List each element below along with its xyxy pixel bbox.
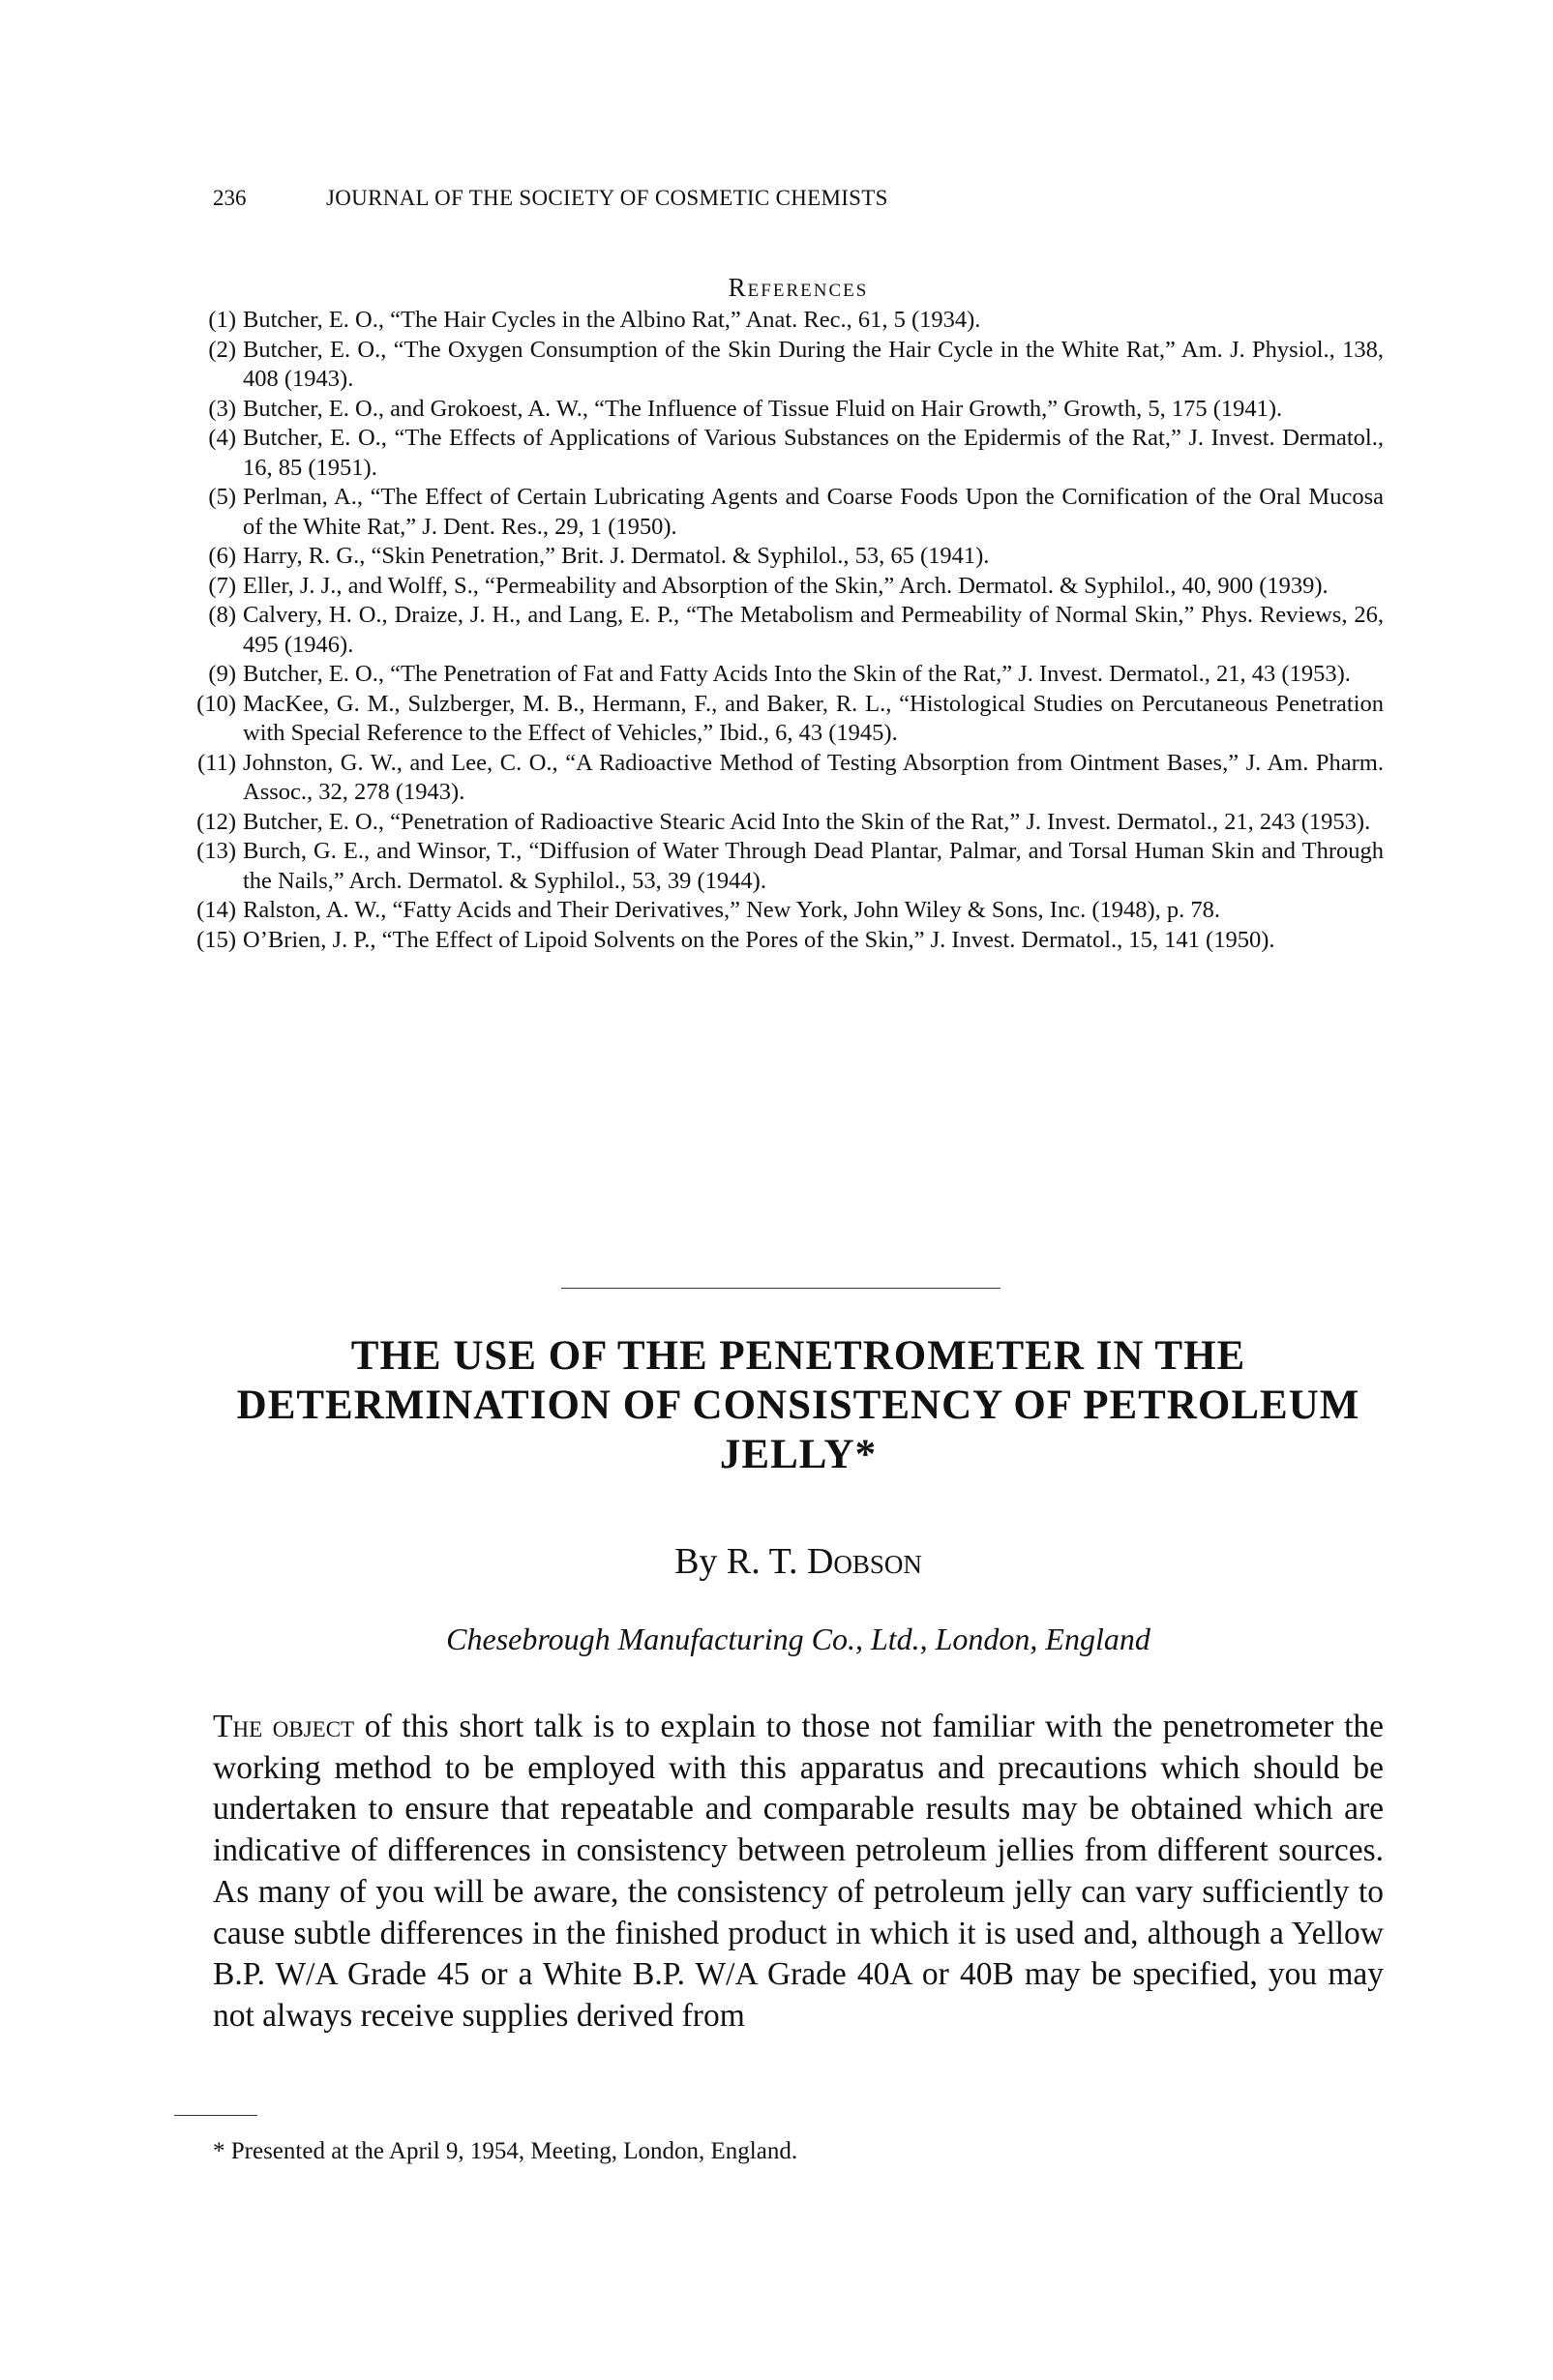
reference-number: (6) bbox=[208, 543, 236, 569]
reference-number: (4) bbox=[208, 425, 236, 451]
reference-number: (12) bbox=[196, 808, 236, 835]
reference-item bbox=[195, 572, 1384, 602]
reference-item bbox=[195, 837, 1384, 896]
reference-number: (1) bbox=[208, 307, 236, 333]
reference-text: Burch, G. E., and Winsor, T., “Diffusion of Water Through Dead Plantar, Palmar, and Torsal Human Skin and Through the Nails,” Arch. Dermatol. & Syphilol., 53, 39 (1944). bbox=[243, 838, 1384, 894]
reference-item bbox=[195, 660, 1384, 690]
references-heading: References bbox=[728, 273, 869, 302]
reference-text: Harry, R. G., “Skin Penetration,” Brit. J. Dermatol. & Syphilol., 53, 65 (1941). bbox=[243, 543, 990, 569]
journal-title: JOURNAL OF THE SOCIETY OF COSMETIC CHEMISTS bbox=[326, 186, 888, 210]
reference-text: Butcher, E. O., “Penetration of Radioactive Stearic Acid Into the Skin of the Rat,” J. Invest. Dermatol., 21, 243 (1953). bbox=[243, 808, 1371, 835]
reference-number: (13) bbox=[196, 838, 236, 864]
reference-item bbox=[195, 336, 1384, 395]
reference-item bbox=[195, 424, 1384, 483]
affiliation: Chesebrough Manufacturing Co., Ltd., London, England bbox=[446, 1621, 1150, 1656]
reference-item bbox=[195, 306, 1384, 336]
reference-number: (8) bbox=[208, 602, 236, 628]
reference-item bbox=[195, 926, 1384, 956]
reference-item bbox=[195, 483, 1384, 542]
reference-item bbox=[195, 749, 1384, 808]
reference-text: Butcher, E. O., “The Effects of Applications of Various Substances on the Epidermis of the Rat,” J. Invest. Dermatol., 16, 85 (1951). bbox=[243, 425, 1384, 481]
article-title: THE USE OF THE PENETROMETER IN THE DETERMINATION OF CONSISTENCY OF PETROLEUM JELLY* bbox=[236, 1333, 1360, 1477]
reference-item bbox=[195, 395, 1384, 425]
author-surname: Dobson bbox=[806, 1541, 922, 1582]
reference-number: (7) bbox=[208, 572, 236, 599]
byline bbox=[213, 1540, 1384, 1583]
reference-text: Butcher, E. O., “The Hair Cycles in the Albino Rat,” Anat. Rec., 61, 5 (1934). bbox=[243, 307, 981, 333]
reference-number: (11) bbox=[197, 749, 236, 776]
reference-text: Butcher, E. O., “The Oxygen Consumption of the Skin During the Hair Cycle in the White Rat,” Am. J. Physiol., 138, 408 (1943). bbox=[243, 336, 1384, 392]
reference-item bbox=[195, 808, 1384, 838]
reference-number: (14) bbox=[196, 897, 236, 923]
body-text: of this short talk is to explain to those not familiar with the penetrometer the working method to be employed with this apparatus and precautions which should be undertaken to ensure that repeatable and comparable results may be obtained which are indicative of differences in consistency between petroleum jellies from different sources. As many of you will be aware, the consistency of petroleum jelly can vary sufficiently to cause subtle differences in the finished product in which it is used and, although a Yellow B.P. W/A Grade 45 or a White B.P. W/A Grade 40A or 40B may be specified, you may not always receive supplies derived from bbox=[213, 1709, 1384, 2034]
section-divider bbox=[561, 1288, 1000, 1289]
footnote-rule bbox=[174, 2115, 257, 2116]
reference-text: Calvery, H. O., Draize, J. H., and Lang, E. P., “The Metabolism and Permeability of Normal Skin,” Phys. Reviews, 26, 495 (1946). bbox=[243, 602, 1384, 658]
body-paragraph bbox=[213, 1707, 1384, 2038]
reference-number: (3) bbox=[208, 395, 236, 422]
reference-text: Perlman, A., “The Effect of Certain Lubricating Agents and Coarse Foods Upon the Cornification of the Oral Mucosa of the White Rat,” J. Dent. Res., 29, 1 (1950). bbox=[243, 484, 1384, 540]
reference-text: Eller, J. J., and Wolff, S., “Permeability and Absorption of the Skin,” Arch. Dermatol. & Syphilol., 40, 900 (1939). bbox=[243, 572, 1329, 599]
reference-item bbox=[195, 896, 1384, 926]
lead-in: The object bbox=[213, 1709, 355, 1744]
reference-item bbox=[195, 601, 1384, 660]
reference-item bbox=[195, 690, 1384, 749]
reference-text: Butcher, E. O., and Grokoest, A. W., “The Influence of Tissue Fluid on Hair Growth,” Growth, 5, 175 (1941). bbox=[243, 395, 1283, 422]
reference-text: O’Brien, J. P., “The Effect of Lipoid Solvents on the Pores of the Skin,” J. Invest. Dermatol., 15, 141 (1950). bbox=[243, 926, 1275, 953]
reference-number: (9) bbox=[208, 661, 236, 687]
reference-number: (15) bbox=[196, 926, 236, 953]
reference-item bbox=[195, 542, 1384, 572]
page-number: 236 bbox=[213, 186, 247, 210]
reference-text: Ralston, A. W., “Fatty Acids and Their Derivatives,” New York, John Wiley & Sons, Inc. (1948), p. 78. bbox=[243, 897, 1221, 923]
reference-text: MacKee, G. M., Sulzberger, M. B., Hermann, F., and Baker, R. L., “Histological Studies on Percutaneous Penetration with Special Reference to the Effect of Vehicles,” Ibid., 6, 43 (1945). bbox=[243, 690, 1384, 746]
footnote: * Presented at the April 9, 1954, Meeting, London, England. bbox=[213, 2138, 798, 2164]
reference-text: Butcher, E. O., “The Penetration of Fat and Fatty Acids Into the Skin of the Rat,” J. Invest. Dermatol., 21, 43 (1953). bbox=[243, 661, 1351, 687]
references-list bbox=[195, 306, 1384, 955]
reference-number: (10) bbox=[196, 690, 236, 717]
reference-text: Johnston, G. W., and Lee, C. O., “A Radioactive Method of Testing Absorption from Ointment Bases,” J. Am. Pharm. Assoc., 32, 278 (1943). bbox=[243, 749, 1384, 805]
byline-prefix: By R. T. bbox=[674, 1541, 798, 1582]
reference-number: (2) bbox=[208, 336, 236, 363]
reference-number: (5) bbox=[208, 484, 236, 510]
